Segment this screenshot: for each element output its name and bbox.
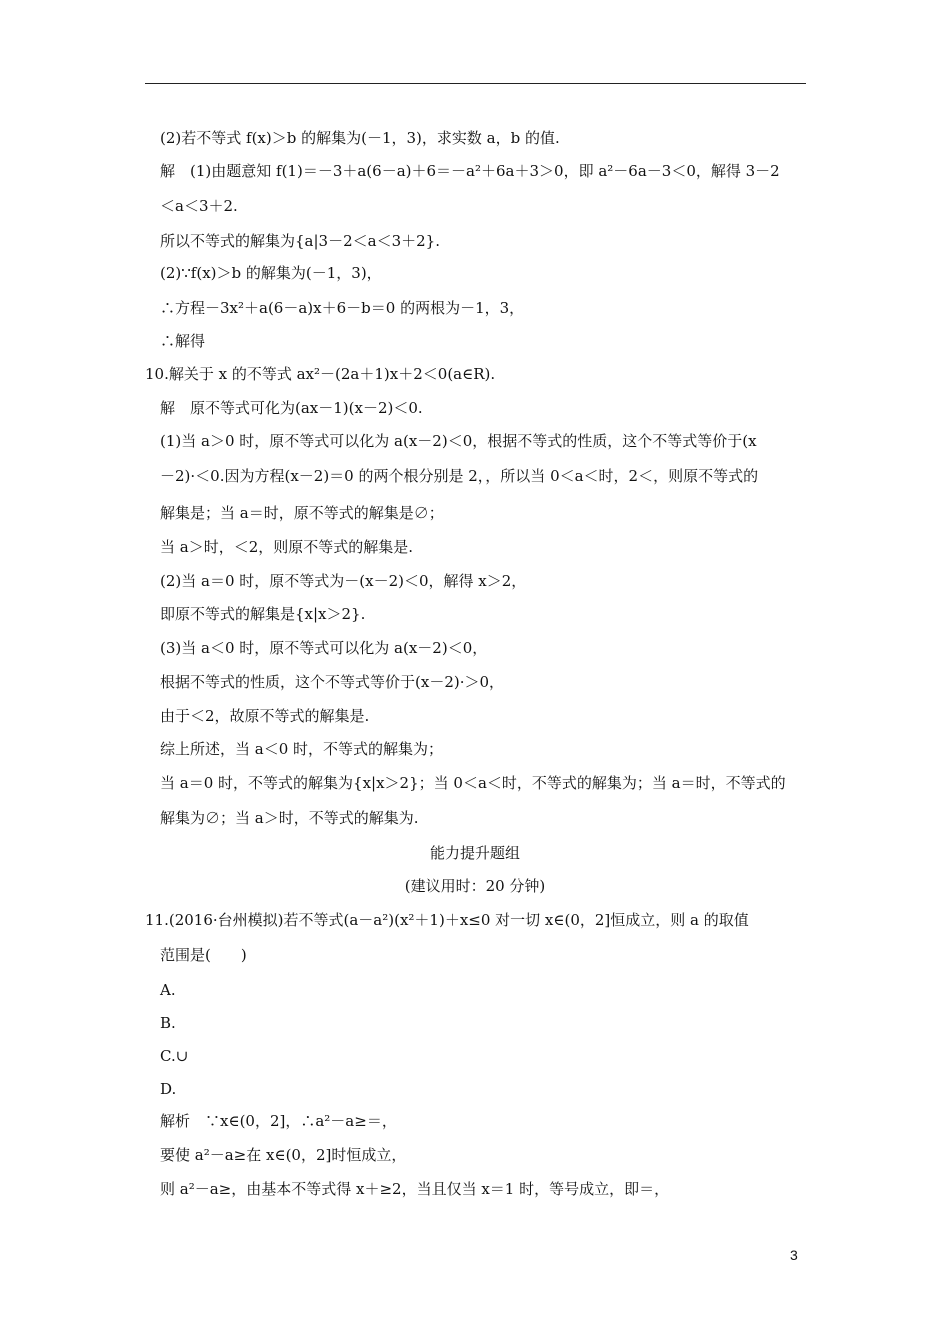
text-line: 则 a²－a≥，由基本不等式得 x＋≥2，当且仅当 x＝1 时，等号成立，即＝， xyxy=(160,1180,670,1198)
question-10: 10.解关于 x 的不等式 ax²－(2a＋1)x＋2＜0(a∈R). xyxy=(145,365,496,383)
option-c: C.∪ xyxy=(160,1047,189,1065)
text-line: ∴方程－3x²＋a(6－a)x＋6－b＝0 的两根为－1，3， xyxy=(160,299,525,317)
text-line: 解 (1)由题意知 f(1)＝－3＋a(6－a)＋6＝－a²＋6a＋3＞0，即 a²－6a－3＜0，解得 3－2 xyxy=(160,162,780,180)
text-line: 解析 ∵x∈(0，2]，∴a²－a≥＝， xyxy=(160,1112,397,1130)
section-subtitle: (建议用时：20 分钟) xyxy=(404,877,546,895)
text-line: 范围是( ) xyxy=(160,946,247,964)
option-b: B. xyxy=(160,1014,176,1032)
option-d: D. xyxy=(160,1080,177,1098)
text-line: 当 a＝0 时，不等式的解集为{x|x＞2}；当 0＜a＜时，不等式的解集为；当 a＝时，不等式的 xyxy=(160,774,786,792)
text-line: (2)若不等式 f(x)＞b 的解集为(－1，3)，求实数 a，b 的值. xyxy=(160,129,560,147)
text-line: (3)当 a＜0 时，原不等式可以化为 a(x－2)＜0， xyxy=(160,639,488,657)
option-a: A. xyxy=(160,981,176,999)
text-line: 综上所述，当 a＜0 时，不等式的解集为； xyxy=(160,740,444,758)
text-line: 要使 a²－a≥在 x∈(0，2]时恒成立， xyxy=(160,1146,407,1164)
section-title: 能力提升题组 xyxy=(429,844,520,862)
text-line: 由于＜2，故原不等式的解集是. xyxy=(160,707,370,725)
header-rule xyxy=(145,83,806,84)
text-line: 即原不等式的解集是{x|x＞2}. xyxy=(160,605,366,623)
text-line: 所以不等式的解集为{a|3－2＜a＜3＋2}. xyxy=(160,232,440,250)
text-line: 根据不等式的性质，这个不等式等价于(x－2)·＞0， xyxy=(160,673,505,691)
text-line: 当 a＞时，＜2，则原不等式的解集是. xyxy=(160,538,414,556)
text-line: －2)·＜0.因为方程(x－2)＝0 的两个根分别是 2，，所以当 0＜a＜时，2＜，则原不等式的 xyxy=(160,467,759,485)
text-line: ∴解得 xyxy=(160,332,206,350)
text-line: (2)∵f(x)＞b 的解集为(－1，3)， xyxy=(160,264,382,282)
text-line: (1)当 a＞0 时，原不等式可以化为 a(x－2)＜0，根据不等式的性质，这个不等式等价于(x xyxy=(160,432,757,450)
question-11: 11.(2016·台州模拟)若不等式(a－a²)(x²＋1)＋x≤0 对一切 x∈(0，2]恒成立，则 a 的取值 xyxy=(145,911,749,929)
text-line: 解集为∅；当 a＞时，不等式的解集为. xyxy=(160,809,419,827)
page-number: 3 xyxy=(790,1247,798,1263)
text-line: ＜a＜3＋2. xyxy=(160,197,238,215)
text-line: 解集是；当 a＝时，原不等式的解集是∅； xyxy=(160,504,444,522)
text-line: (2)当 a＝0 时，原不等式为－(x－2)＜0，解得 x＞2， xyxy=(160,572,527,590)
text-line: 解 原不等式可化为(ax－1)(x－2)＜0. xyxy=(160,399,423,417)
